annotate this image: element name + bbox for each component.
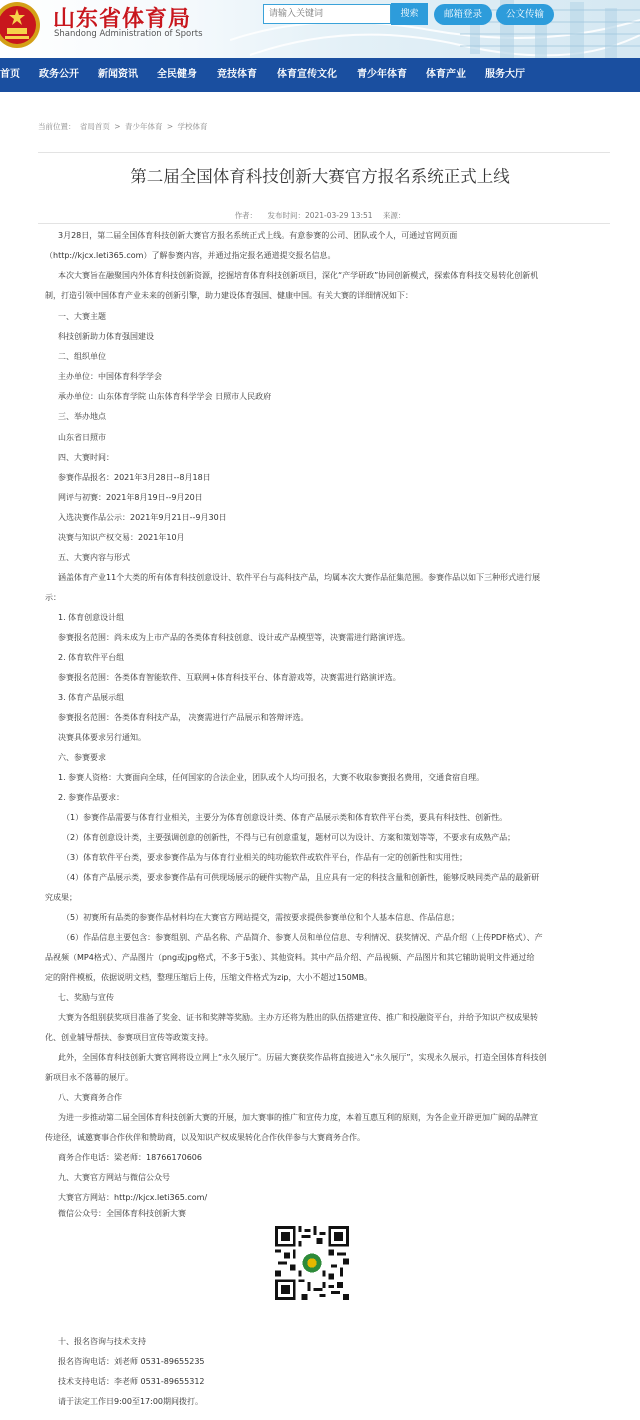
article-paragraph: 大赛为各组别获奖项目准备了奖金、证书和奖牌等奖励。主办方还将为胜出的队伍搭建宣传、推广和投融资平台，并给予知识产权成果转 xyxy=(58,1013,538,1022)
article-paragraph: 定的附件模板，依据说明文档，整理压缩后上传，压缩文件格式为zip，大小不超过150MB。 xyxy=(45,973,373,982)
article-paragraph: 品视频（MP4格式）、产品图片（png或jpg格式，不多于5张）、其他资料。其中产品介绍、产品视频、产品图片和其它辅助说明文件通过给 xyxy=(45,953,535,962)
article-paragraph: 参赛报名范围：尚未成为上市产品的各类体育科技创意、设计或产品模型等，决赛需进行路演评选。 xyxy=(58,633,410,642)
nav-item-culture[interactable]: 体育宣传文化 xyxy=(277,69,337,80)
nav-item-news[interactable]: 新闻资讯 xyxy=(98,69,138,80)
article-heading: 六、参赛要求 xyxy=(58,753,106,762)
article-paragraph: 决赛具体要求另行通知。 xyxy=(58,733,146,742)
article-paragraph: （6）作品信息主要包含：参赛组别、产品名称、产品简介、参赛人员和单位信息、专利情况、获奖情况、产品介绍（上传PDF格式）、产 xyxy=(62,933,543,942)
article-paragraph: 山东省日照市 xyxy=(58,433,106,442)
article-heading: 2. 体育软件平台组 xyxy=(58,653,125,662)
breadcrumb-link-school[interactable]: 学校体育 xyxy=(177,122,208,131)
article-paragraph: （1）参赛作品需要与体育行业相关，主要分为体育创意设计类、体育产品展示类和体育软件平台类，要具有科技性、创新性。 xyxy=(62,813,508,822)
article-heading: 三、举办地点 xyxy=(58,412,106,421)
article-title: 第二届全国体育科技创新大赛官方报名系统正式上线 xyxy=(130,167,510,186)
article-paragraph: 决赛与知识产权交易：2021年10月 xyxy=(58,533,185,542)
article-paragraph: 报名咨询电话：刘老师 0531-89655235 xyxy=(58,1357,205,1366)
article-paragraph: 主办单位：中国体育科学学会 xyxy=(58,372,162,381)
article-meta xyxy=(0,210,640,221)
doc-transfer-button[interactable]: 公文传输 xyxy=(496,4,554,25)
article-paragraph: 参赛报名范围：各类体育科技产品， 决赛需进行产品展示和答辩评选。 xyxy=(58,713,309,722)
article-paragraph: 此外，全国体育科技创新大赛官网将设立网上“永久展厅”。历届大赛获奖作品将直接进入“永久展厅”，实现永久展示，打造全国体育科技创 xyxy=(58,1053,547,1062)
article-paragraph: 请于法定工作日9:00至17:00期间拨打。 xyxy=(58,1397,204,1406)
search-input[interactable] xyxy=(263,4,391,24)
article-heading: 五、大赛内容与形式 xyxy=(58,553,130,562)
article-paragraph: 参赛作品报名：2021年3月28日--8月18日 xyxy=(58,473,211,482)
article-paragraph: 入选决赛作品公示：2021年9月21日--9月30日 xyxy=(58,513,227,522)
site-header xyxy=(0,0,640,58)
site-subtitle: Shandong Administration of Sports xyxy=(54,29,203,39)
article-paragraph: 微信公众号：全国体育科技创新大赛 xyxy=(58,1209,186,1218)
nav-item-fitness[interactable]: 全民健身 xyxy=(157,69,197,80)
article-paragraph: 商务合作电话：梁老师：18766170606 xyxy=(58,1153,202,1162)
article-paragraph: 1. 参赛人资格：大赛面向全球，任何国家的合法企业，团队或个人均可报名，大赛不收取参赛报名费用，交通食宿自理。 xyxy=(58,773,485,782)
article-paragraph: 技术支持电话：李老师 0531-89655312 xyxy=(58,1377,205,1386)
breadcrumb-separator: > xyxy=(166,122,174,131)
article-heading: 四、大赛时间： xyxy=(58,453,114,462)
divider xyxy=(38,223,610,224)
national-emblem-icon xyxy=(0,0,42,50)
article-paragraph: 2. 参赛作品要求： xyxy=(58,793,125,802)
breadcrumb xyxy=(38,121,210,132)
article-heading: 1. 体育创意设计组 xyxy=(58,613,125,622)
nav-item-service[interactable]: 服务大厅 xyxy=(485,69,525,80)
search-button[interactable]: 搜索 xyxy=(391,3,428,25)
nav-item-competitive[interactable]: 竞技体育 xyxy=(217,69,257,80)
article-paragraph: 网评与初赛：2021年8月19日--9月20日 xyxy=(58,493,203,502)
breadcrumb-label: 当前位置： xyxy=(38,122,76,131)
article-paragraph: （5）初赛所有品类的参赛作品材料均在大赛官方网站提交，需按要求提供参赛单位和个人基本信息、作品信息； xyxy=(62,913,460,922)
article-date: 发布时间：2021-03-29 13:51 xyxy=(267,211,373,220)
article-paragraph: （2）体育创意设计类，主要强调创意的创新性，不得与已有创意重复，题材可以为设计、方案和策划等等，不要求有成熟产品； xyxy=(62,833,516,842)
article-heading: 十、报名咨询与技术支持 xyxy=(58,1337,146,1346)
wechat-qr-code xyxy=(275,1226,349,1300)
article-paragraph: 化、创业辅导帮扶、参赛项目宣传等政策支持。 xyxy=(45,1033,213,1042)
divider xyxy=(38,152,610,153)
article-heading: 二、组织单位 xyxy=(58,352,106,361)
article-paragraph: 承办单位：山东体育学院 山东体育科学学会 日照市人民政府 xyxy=(58,392,272,401)
main-nav xyxy=(0,58,640,92)
article-paragraph: 示： xyxy=(45,593,61,602)
article-paragraph: 3月28日，第二届全国体育科技创新大赛官方报名系统正式上线。有意参赛的公司、团队或个人，可通过官网页面 xyxy=(58,231,458,240)
nav-item-industry[interactable]: 体育产业 xyxy=(426,69,466,80)
article-paragraph: 涵盖体育产业11个大类的所有体育科技创意设计、软件平台与高科技产品，均属本次大赛作品征集范围。参赛作品以如下三种形式进行展 xyxy=(58,573,541,582)
breadcrumb-link-home[interactable]: 省局首页 xyxy=(79,122,110,131)
article-paragraph: 传途径，诚邀赛事合作伙伴和赞助商，以及知识产权成果转化合作伙伴参与大赛商务合作。 xyxy=(45,1133,365,1142)
article-heading: 七、奖励与宣传 xyxy=(58,993,114,1002)
article-paragraph: 新项目永不落幕的展厅。 xyxy=(45,1073,133,1082)
article-heading: 一、大赛主题 xyxy=(58,312,106,321)
nav-item-home[interactable]: 首页 xyxy=(0,69,20,80)
article-source: 来源： xyxy=(382,211,406,220)
article-paragraph: 参赛报名范围：各类体育智能软件、互联网+体育科技平台、体育游戏等，决赛需进行路演评选。 xyxy=(58,673,401,682)
article-paragraph: 科技创新助力体育强国建设 xyxy=(58,332,154,341)
article-paragraph: 为进一步推动第二届全国体育科技创新大赛的开展，加大赛事的推广和宣传力度，本着互惠互利的原则，为各企业开辟更加广阔的品牌宣 xyxy=(58,1113,538,1122)
article-paragraph: （http://kjcx.leti365.com）了解参赛内容，并通过指定报名通道提交报名信息。 xyxy=(45,251,336,260)
article-paragraph: 本次大赛旨在融聚国内外体育科技创新资源，挖掘培育体育科技创新项目，深化“产学研政”协同创新模式，探索体育科技交易转化创新机 xyxy=(58,271,539,280)
mail-login-button[interactable]: 邮箱登录 xyxy=(434,4,492,25)
article-paragraph: （3）体育软件平台类，要求参赛作品为与体育行业相关的纯功能软件或软件平台，作品有一定的创新性和实用性； xyxy=(62,853,468,862)
article-paragraph: 制，打造引领中国体育产业未来的创新引擎，助力建设体育强国、健康中国。有关大赛的详细情况如下： xyxy=(45,291,413,300)
article-paragraph: 大赛官方网站：http://kjcx.leti365.com/ xyxy=(58,1193,208,1202)
article-heading: 八、大赛商务合作 xyxy=(58,1093,122,1102)
article-author: 作者： xyxy=(234,211,258,220)
nav-item-gov-affairs[interactable]: 政务公开 xyxy=(39,69,79,80)
breadcrumb-separator: > xyxy=(114,122,121,131)
nav-item-youth[interactable]: 青少年体育 xyxy=(357,69,407,80)
article-heading: 九、大赛官方网站与微信公众号 xyxy=(58,1173,170,1182)
article-paragraph: （4）体育产品展示类，要求参赛作品有可供现场展示的硬件实物产品，且应具有一定的科技含量和创新性，能够反映同类产品的最新研 xyxy=(62,873,540,882)
article-heading: 3. 体育产品展示组 xyxy=(58,693,125,702)
site-title[interactable]: 山东省体育局 xyxy=(53,7,192,32)
breadcrumb-link-youth[interactable]: 青少年体育 xyxy=(124,122,163,131)
article-paragraph: 究成果； xyxy=(45,893,77,902)
